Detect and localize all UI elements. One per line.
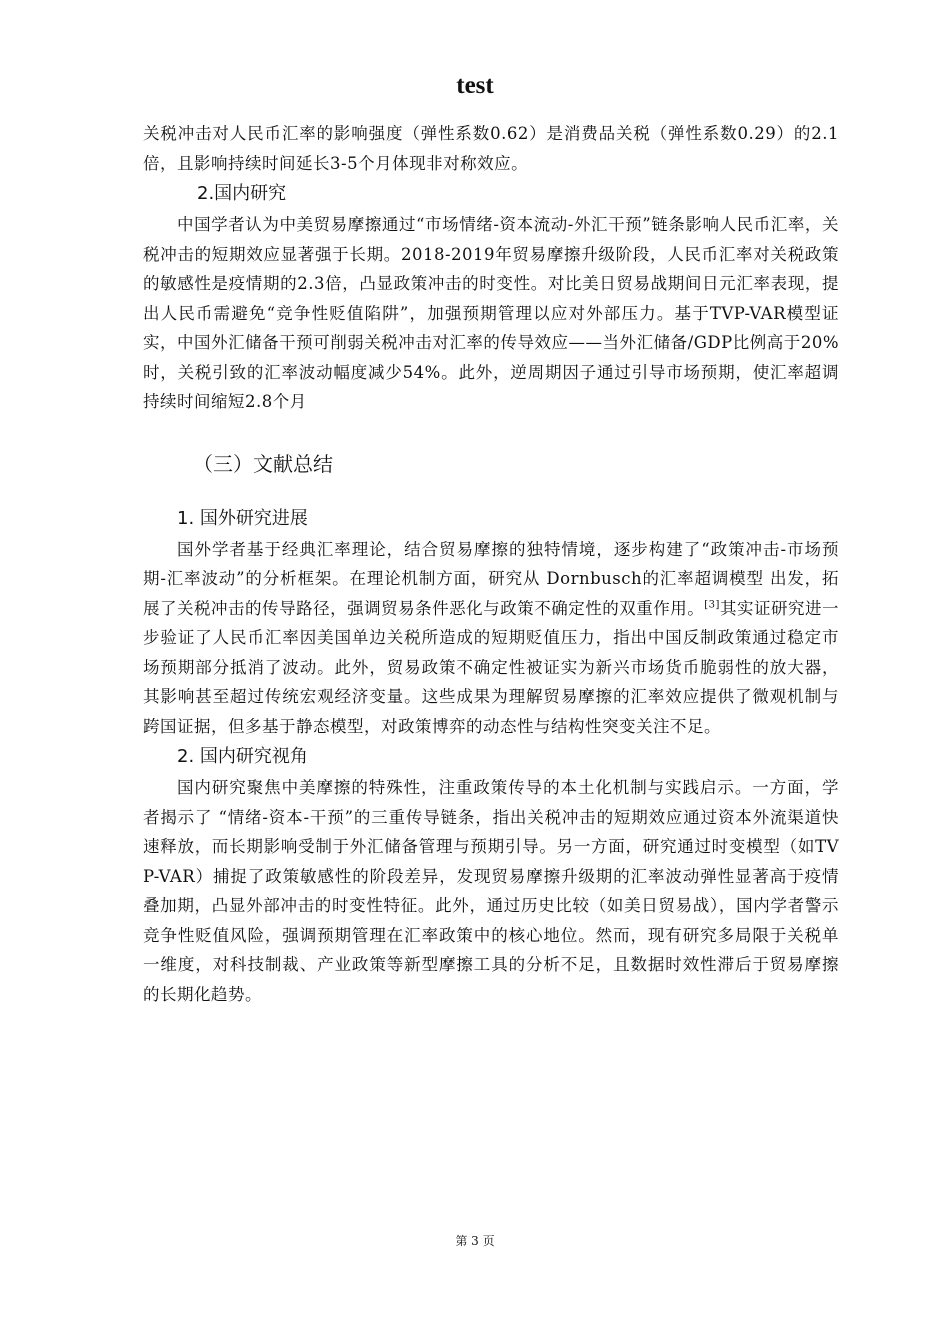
paragraph-domestic-research: 中国学者认为中美贸易摩擦通过“市场情绪-资本流动-外汇干预”链条影响人民币汇率，关税冲击的短期效应显著强于长期。2018-2019年贸易摩擦升级阶段，人民币汇率对关税政策的敏感性是疫情期的2.3倍，凸显政策冲击的时变性。对比美日贸易战期间日元汇率表现，提出人民币需避免“竞争性贬值陷阱”，加强预期管理以应对外部压力。基于TVP-VAR模型证实，中国外汇储备干预可削弱关税冲击对汇率的传导效应——当外汇储备/GDP比例高于20%时，关税引致的汇率波动幅度减少54%。此外，逆周期因子通过引导市场预期，使汇率超调持续时间缩短2.8个月 (143, 215, 839, 411)
paragraph-domestic-perspective: 国内研究聚焦中美摩擦的特殊性，注重政策传导的本土化机制与实践启示。一方面，学者揭示了 “情绪-资本-干预”的三重传导链条，指出关税冲击的短期效应通过资本外流渠道快速释放，而长期影响受制于外汇储备管理与预期引导。另一方面，研究通过时变模型（如TVP-VAR）捕捉了政策敏感性的阶段差异，发现贸易摩擦升级期的汇率波动弹性显著高于疫情叠加期，凸显外部冲击的时变性特征。此外，通过历史比较（如美日贸易战），国内学者警示竞争性贬值风险，强调预期管理在汇率政策中的核心地位。然而，现有研究多局限于关税单一维度，对科技制裁、产业政策等新型摩擦工具的分析不足，且数据时效性滞后于贸易摩擦的长期化趋势。 (143, 778, 839, 1004)
citation-reference[interactable]: [3] (704, 599, 720, 610)
section-heading-literature-summary: （三）文献总结 (193, 451, 333, 476)
paragraph-carryover: 关税冲击对人民币汇率的影响强度（弹性系数0.62）是消费品关税（弹性系数0.29）的2.1倍，且影响持续时间延长3-5个月体现非对称效应。 (143, 124, 839, 173)
paragraph-foreign-progress (143, 535, 839, 742)
paragraph-foreign-progress-part2: 其实证研究进一步验证了人民币汇率因美国单边关税所造成的短期贬值压力，指出中国反制政策通过稳定市场预期部分抵消了波动。此外，贸易政策不确定性被证实为新兴市场货币脆弱性的放大器，其影响甚至超过传统宏观经济变量。这些成果为理解贸易摩擦的汇率效应提供了微观机制与跨国证据，但多基于静态模型，对政策博弈的动态性与结构性突变关注不足。 (143, 598, 840, 736)
subheading-foreign-progress: 1. 国外研究进展 (177, 507, 308, 529)
subheading-domestic-perspective: 2. 国内研究视角 (177, 746, 308, 767)
document-body (143, 119, 839, 1009)
page-header-title: test (456, 72, 494, 99)
page-number: 第 3 页 (455, 1234, 495, 1248)
subheading-domestic-research: 2.国内研究 (197, 183, 287, 204)
paragraph-foreign-progress-part1: 国外学者基于经典汇率理论，结合贸易摩擦的独特情境，逐步构建了“政策冲击-市场预期-汇率波动”的分析框架。在理论机制方面，研究从 Dornbusch的汇率超调模型 出发，拓展了关税冲击的传导路径，强调贸易条件恶化与政策不确定性的双重作用。 (143, 539, 839, 618)
